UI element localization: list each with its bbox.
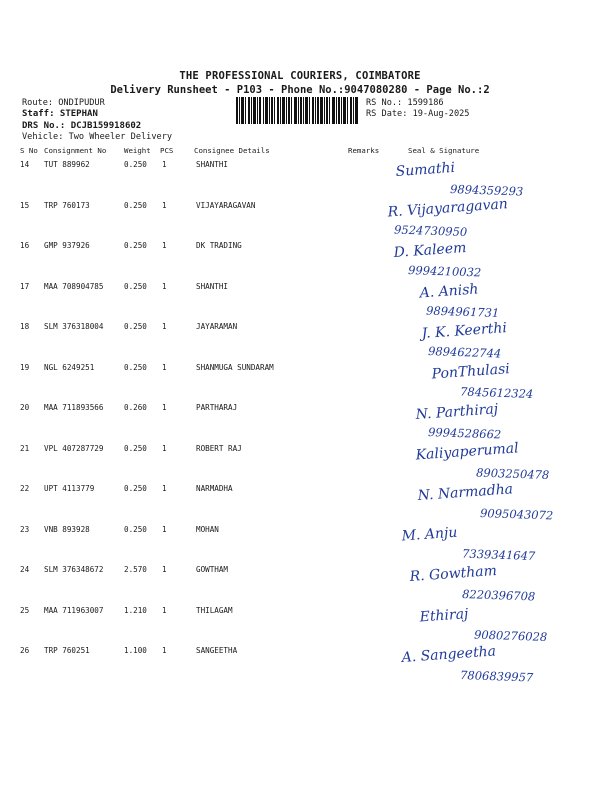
weight-cell: 0.250 [124,241,147,250]
consignment-cell: VPL 407287729 [44,443,104,453]
weight-cell: 0.250 [124,322,147,331]
consignment-cell: TUT 889962 [44,160,90,169]
pcs-cell: 1 [162,605,167,615]
consignee-cell: MOHAN [196,524,219,534]
pcs-cell: 1 [162,160,167,169]
consignee-cell: JAYARAMAN [196,322,238,331]
runsheet-title: Delivery Runsheet - P103 - Phone No.:9047080280 - Page No.:2 [110,84,490,96]
sno-cell: 16 [20,241,30,250]
sno-cell: 15 [20,200,30,210]
col-sno: S No [20,146,38,155]
consignment-cell: MAA 711963007 [44,605,104,615]
pcs-cell: 1 [162,362,167,372]
signature-phone: 9994528662 [427,425,502,442]
sno-cell: 20 [20,403,30,412]
sno-cell: 19 [20,362,30,372]
sno-cell: 17 [20,281,30,291]
consignment-cell: UPT 4113779 [44,484,95,493]
consignment-cell: MAA 711893566 [44,403,104,412]
sno-cell: 22 [20,484,30,493]
col-weight: Weight [124,146,151,155]
consignee-cell: GOWTHAM [196,565,229,574]
signature-name: R. Gowtham [409,562,498,585]
col-remarks: Remarks [348,146,380,155]
consignment-cell: GMP 937926 [44,241,90,250]
signature-phone: 9994210032 [407,263,482,280]
signature-phone: 9095043072 [479,506,554,523]
signature-name: A. Anish [419,281,479,302]
pcs-cell: 1 [162,443,167,453]
rs-number: RS No.: 1599186 [366,98,444,108]
sno-cell: 25 [20,605,30,615]
pcs-cell: 1 [162,484,167,493]
signature-phone: 7806839957 [459,668,534,685]
consignee-cell: NARMADHA [196,484,233,493]
sno-cell: 23 [20,524,30,534]
pcs-cell: 1 [162,403,167,412]
col-pcs: PCS [160,146,174,155]
weight-cell: 0.250 [124,443,147,453]
signature-name: N. Parthiraj [415,401,499,423]
signature-phone: 8903250478 [475,465,550,483]
signature-name: Sumathi [395,159,456,180]
weight-cell: 0.260 [124,403,147,412]
weight-cell: 2.570 [124,565,147,574]
consignee-cell: SHANMUGA SUNDARAM [196,362,274,372]
consignee-cell: SANGEETHA [196,646,238,655]
sno-cell: 14 [20,160,30,169]
weight-cell: 0.250 [124,362,147,372]
signature-phone: 7845612324 [459,384,534,402]
sno-cell: 21 [20,443,30,453]
pcs-cell: 1 [162,565,167,574]
signature-phone: 9524730950 [393,222,468,240]
company-name: THE PROFESSIONAL COURIERS, COIMBATORE [179,70,421,82]
signature-name: D. Kaleem [393,239,467,261]
col-consignee: Consignee Details [194,146,270,155]
weight-cell: 0.250 [124,281,147,291]
consignee-cell: THILAGAM [196,605,233,615]
consignee-cell: DK TRADING [196,241,242,250]
sno-cell: 24 [20,565,30,574]
route-text: Route: ONDIPUDUR [22,98,105,108]
consignee-cell: ROBERT RAJ [196,443,242,453]
signature-name: A. Sangeetha [401,643,497,666]
signature-phone: 7339341647 [461,546,536,564]
consignment-cell: VNB 893928 [44,524,90,534]
consignment-cell: SLM 376348672 [44,565,104,574]
sno-cell: 26 [20,646,30,655]
consignee-cell: PARTHARAJ [196,403,238,412]
signature-phone: 9894359293 [449,182,524,199]
signature-name: PonThulasi [431,361,511,383]
signature-name: Kaliyaperumal [415,440,520,464]
weight-cell: 0.250 [124,524,147,534]
col-seal-signature: Seal & Signature [408,146,480,155]
drs-number: DRS No.: DCJB159918602 [22,121,142,131]
consignment-cell: TRP 760251 [44,646,90,655]
consignee-cell: SHANTHI [196,281,229,291]
consignment-cell: MAA 708904785 [44,281,104,291]
consignee-cell: VIJAYARAGAVAN [196,200,256,210]
signature-area [380,150,600,710]
staff-text: Staff: STEPHAN [22,109,98,119]
pcs-cell: 1 [162,322,167,331]
weight-cell: 0.250 [124,484,147,493]
pcs-cell: 1 [162,281,167,291]
signature-phone: 9894961731 [425,303,500,321]
pcs-cell: 1 [162,241,167,250]
signature-name: J. K. Keerthi [421,320,508,342]
weight-cell: 0.250 [124,200,147,210]
weight-cell: 0.250 [124,160,147,169]
sno-cell: 18 [20,322,30,331]
pcs-cell: 1 [162,646,167,655]
signature-name: M. Anju [401,524,458,545]
signature-phone: 8220396708 [461,587,536,604]
signature-name: N. Narmadha [417,481,514,504]
signature-name: R. Vijayaragavan [387,196,509,221]
weight-cell: 1.210 [124,605,147,615]
consignment-cell: SLM 376318004 [44,322,104,331]
signature-name: Ethiraj [419,606,469,626]
consignment-cell: NGL 6249251 [44,362,95,372]
signature-phone: 9080276028 [473,627,548,645]
pcs-cell: 1 [162,200,167,210]
signature-phone: 9894622744 [427,344,502,361]
col-consignment: Consignment No [44,146,107,155]
vehicle-text: Vehicle: Two Wheeler Delivery [22,132,173,142]
consignee-cell: SHANTHI [196,160,229,169]
consignment-cell: TRP 760173 [44,200,90,210]
barcode [236,97,358,124]
weight-cell: 1.100 [124,646,147,655]
rs-date: RS Date: 19-Aug-2025 [366,109,470,119]
pcs-cell: 1 [162,524,167,534]
